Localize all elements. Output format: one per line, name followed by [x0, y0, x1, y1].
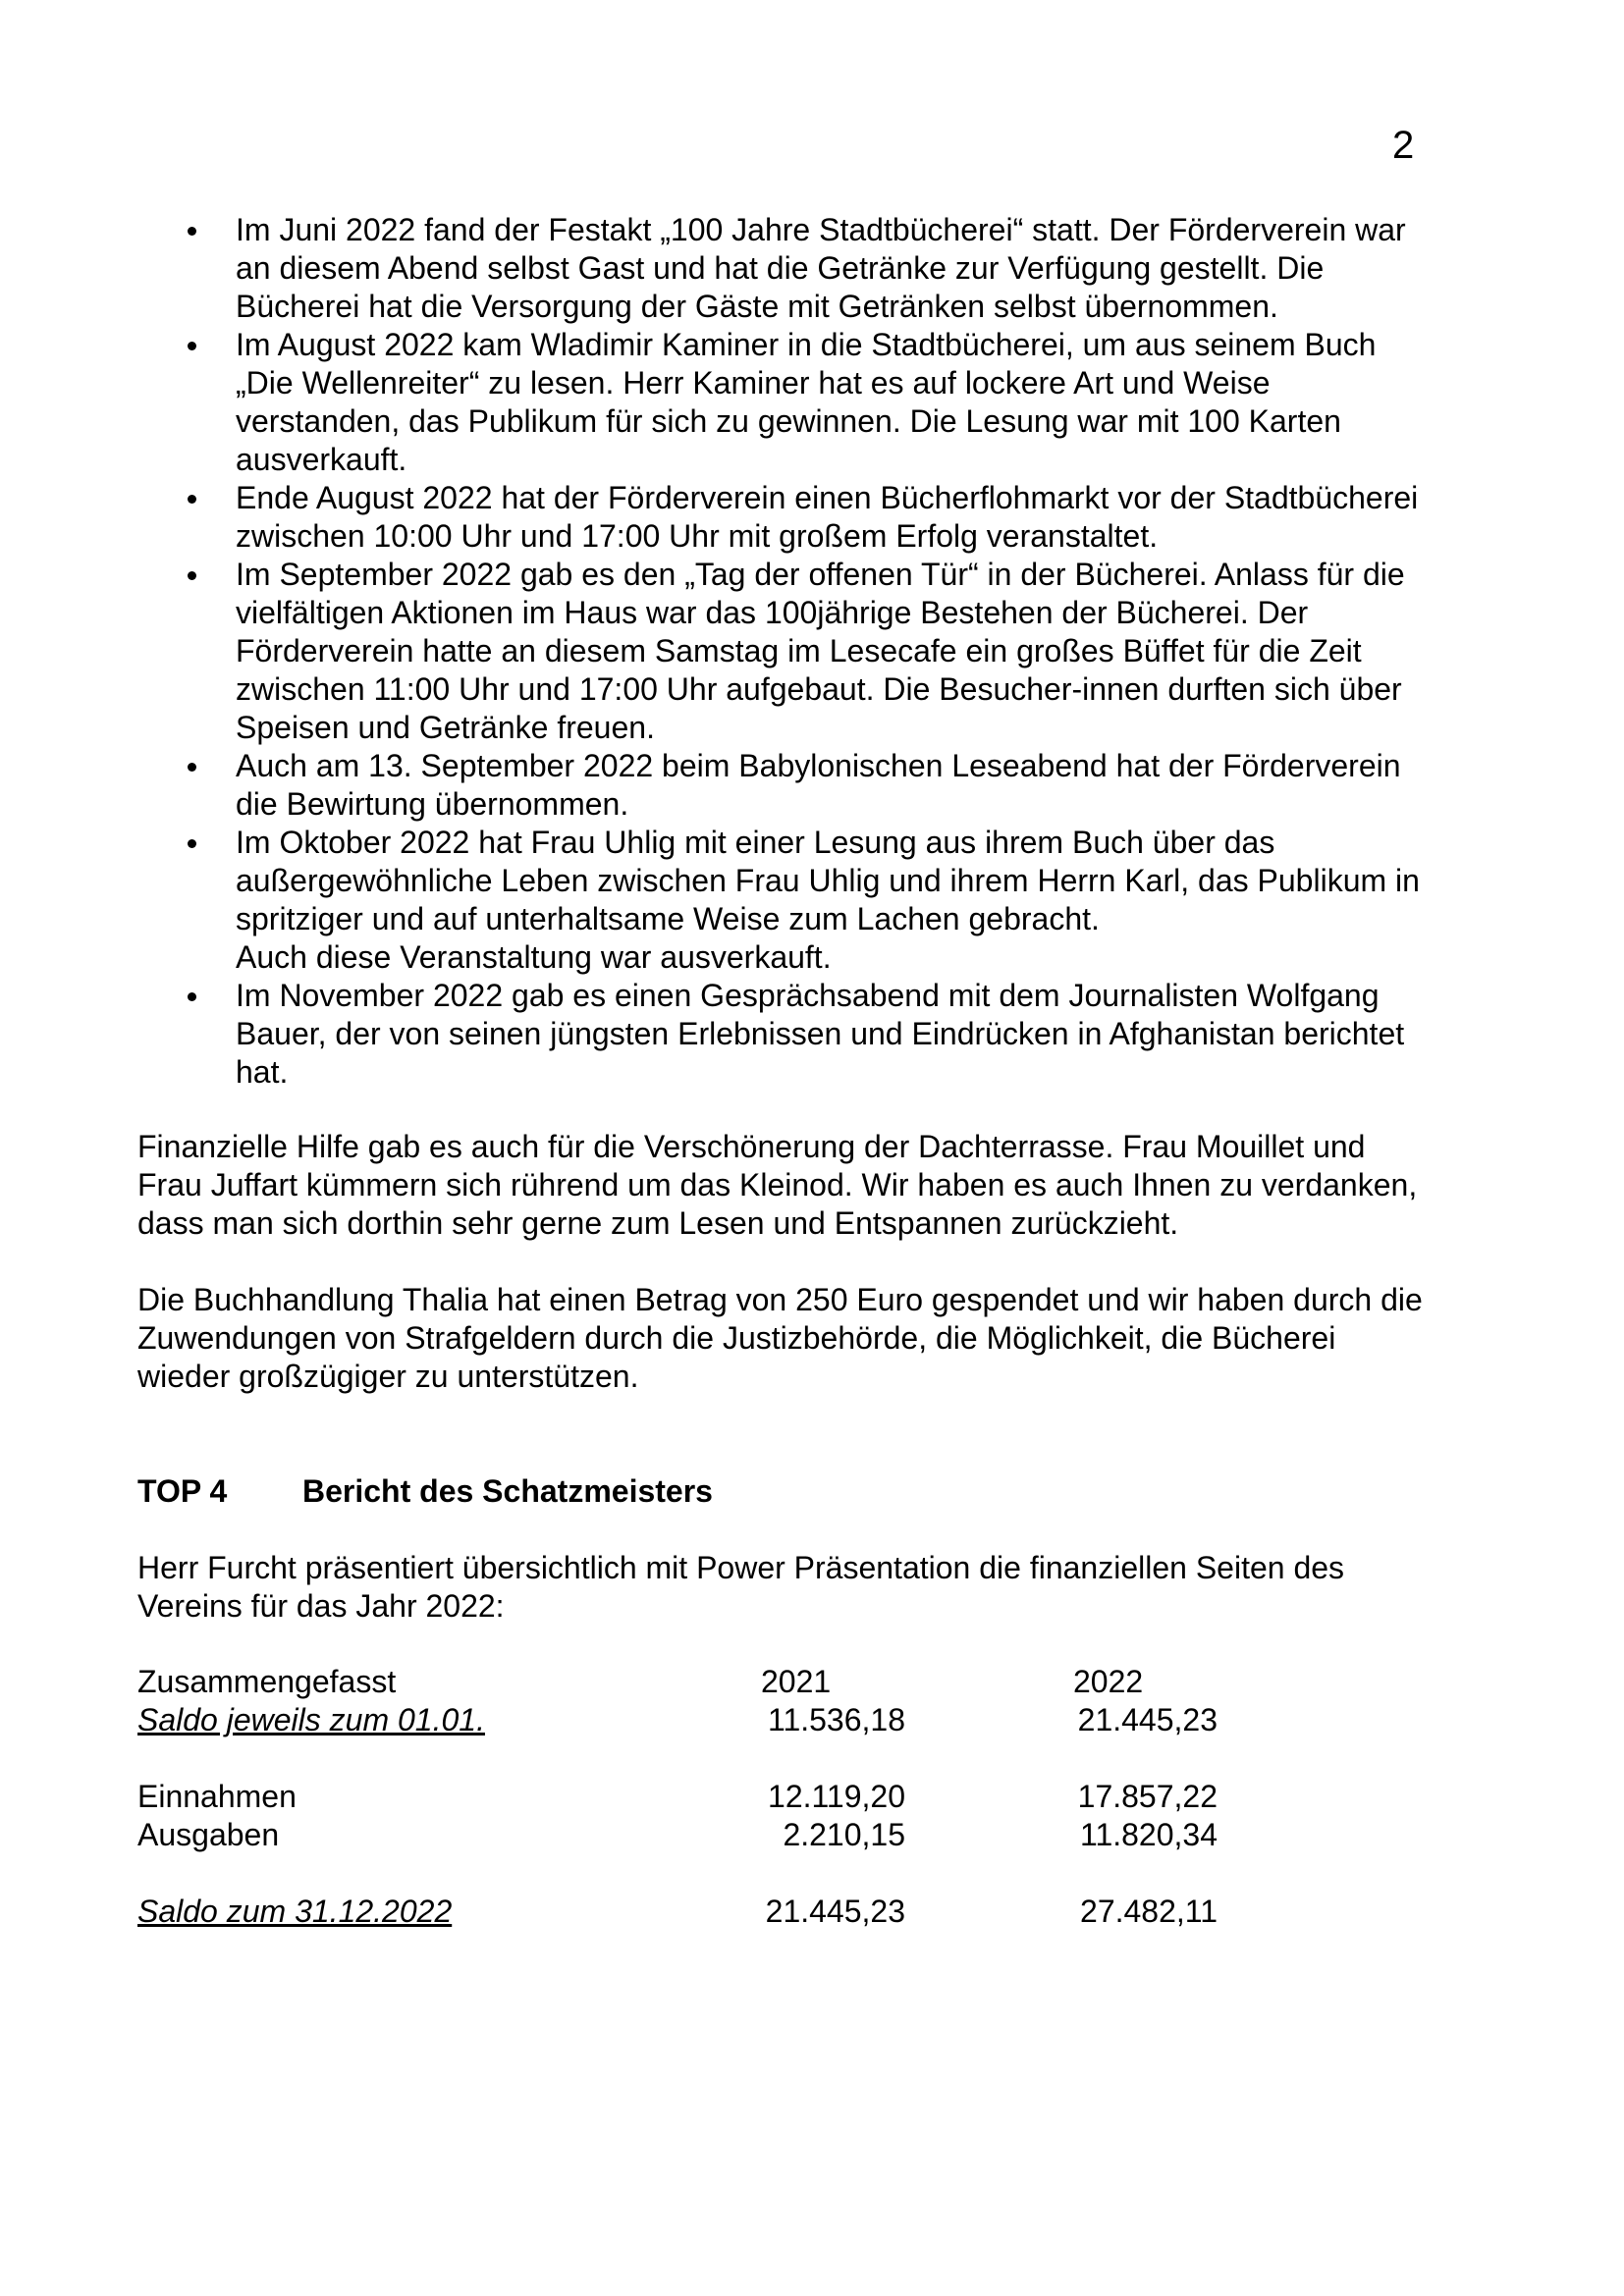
row-value-2022: 21.445,23 [1077, 1702, 1218, 1737]
list-item-line: Förderverein hatte an diesem Samstag im Lesecafe ein großes Büffet für die Zeit [236, 633, 1362, 668]
list-item-line: Speisen und Getränke freuen. [236, 710, 655, 745]
list-item-line: außergewöhnliche Leben zwischen Frau Uhlig und ihrem Herrn Karl, das Publikum in [236, 863, 1420, 898]
list-item [137, 747, 1492, 824]
bullet-icon [188, 763, 196, 772]
row-label: Ausgaben [137, 1817, 280, 1852]
list-item [137, 211, 1492, 326]
list-item-line: Im Juni 2022 fand der Festakt „100 Jahre Stadtbücherei“ statt. Der Förderverein war [236, 212, 1406, 247]
row-label: Einnahmen [137, 1779, 297, 1814]
table-header-label: Zusammengefasst [137, 1664, 397, 1699]
list-item [137, 479, 1492, 556]
paragraph-line: Finanzielle Hilfe gab es auch für die Verschönerung der Dachterrasse. Frau Mouillet und [137, 1129, 1366, 1164]
paragraph-line: dass man sich dorthin sehr gerne zum Lesen und Entspannen zurückzieht. [137, 1205, 1179, 1241]
bullet-icon [188, 495, 196, 504]
paragraph-thalia [137, 1281, 1532, 1396]
section-heading [137, 1472, 713, 1511]
list-item-line: Ende August 2022 hat der Förderverein einen Bücherflohmarkt vor der Stadtbücherei [236, 480, 1419, 515]
bullet-icon [188, 571, 196, 580]
section-title: Bericht des Schatzmeisters [302, 1473, 713, 1509]
list-item-line: Im September 2022 gab es den „Tag der offenen Tür“ in der Bücherei. Anlass für die [236, 557, 1405, 592]
list-item-line: ausverkauft. [236, 442, 407, 477]
list-item-line: Im November 2022 gab es einen Gesprächsabend mit dem Journalisten Wolfgang [236, 978, 1380, 1013]
paragraph-line: Zuwendungen von Strafgeldern durch die Justizbehörde, die Möglichkeit, die Bücherei [137, 1320, 1336, 1356]
list-item-line: verstanden, das Publikum für sich zu gewinnen. Die Lesung war mit 100 Karten [236, 403, 1341, 439]
paragraph-line: Frau Juffart kümmern sich rührend um das Kleinod. Wir haben es auch Ihnen zu verdanken, [137, 1167, 1418, 1202]
list-item-line: zwischen 10:00 Uhr und 17:00 Uhr mit großem Erfolg veranstaltet. [236, 518, 1159, 554]
column-header-2021: 2021 [761, 1664, 832, 1699]
paragraph-schatzmeister [137, 1549, 1532, 1626]
paragraph-dachterrasse [137, 1128, 1532, 1243]
list-item-line: vielfältigen Aktionen im Haus war das 100jährige Bestehen der Bücherei. Der [236, 595, 1309, 630]
list-item-line: Im Oktober 2022 hat Frau Uhlig mit einer Lesung aus ihrem Buch über das [236, 825, 1275, 860]
paragraph-line: Herr Furcht präsentiert übersichtlich mit Power Präsentation die finanziellen Seiten des [137, 1550, 1345, 1585]
row-value-2022: 11.820,34 [1080, 1817, 1218, 1852]
list-item-line: Auch am 13. September 2022 beim Babylonischen Leseabend hat der Förderverein [236, 748, 1401, 783]
list-item-line: hat. [236, 1054, 289, 1090]
list-item-line: die Bewirtung übernommen. [236, 786, 629, 822]
row-label: Saldo jeweils zum 01.01. [137, 1702, 485, 1737]
row-label: Saldo zum 31.12.2022 [137, 1894, 453, 1929]
list-item-line: Bücherei hat die Versorgung der Gäste mit Getränken selbst übernommen. [236, 289, 1278, 324]
bullet-icon [188, 992, 196, 1001]
list-item-line: Auch diese Veranstaltung war ausverkauft. [236, 939, 832, 975]
list-item [137, 977, 1492, 1092]
list-item-line: „Die Wellenreiter“ zu lesen. Herr Kaminer hat es auf lockere Art und Weise [236, 365, 1271, 400]
list-item-line: an diesem Abend selbst Gast und hat die Getränke zur Verfügung gestellt. Die [236, 250, 1325, 286]
bullet-icon [188, 342, 196, 350]
paragraph-line: wieder großzügiger zu unterstützen. [137, 1359, 639, 1394]
row-value-2021: 11.536,18 [768, 1702, 905, 1737]
row-value-2021: 21.445,23 [765, 1894, 905, 1929]
section-number: TOP 4 [137, 1473, 228, 1509]
list-item-line: zwischen 11:00 Uhr und 17:00 Uhr aufgebaut. Die Besucher-innen durften sich über [236, 671, 1402, 707]
paragraph-line: Die Buchhandlung Thalia hat einen Betrag von 250 Euro gespendet und wir haben durch die [137, 1282, 1423, 1317]
row-value-2022: 27.482,11 [1080, 1894, 1218, 1929]
row-value-2021: 2.210,15 [783, 1817, 905, 1852]
paragraph-line: Vereins für das Jahr 2022: [137, 1588, 505, 1624]
row-value-2021: 12.119,20 [768, 1779, 905, 1814]
bullet-icon [188, 839, 196, 848]
list-item [137, 824, 1492, 977]
list-item-line: Bauer, der von seinen jüngsten Erlebnissen und Eindrücken in Afghanistan berichtet [236, 1016, 1405, 1051]
list-item [137, 556, 1492, 747]
list-item [137, 326, 1492, 479]
list-item-line: spritziger und auf unterhaltsame Weise zum Lachen gebracht. [236, 901, 1100, 936]
row-value-2022: 17.857,22 [1077, 1779, 1218, 1814]
column-header-2022: 2022 [1073, 1664, 1144, 1699]
bullet-icon [188, 227, 196, 236]
page-number: 2 [1392, 124, 1415, 167]
list-item-line: Im August 2022 kam Wladimir Kaminer in die Stadtbücherei, um aus seinem Buch [236, 327, 1377, 362]
event-list [137, 211, 1492, 1092]
